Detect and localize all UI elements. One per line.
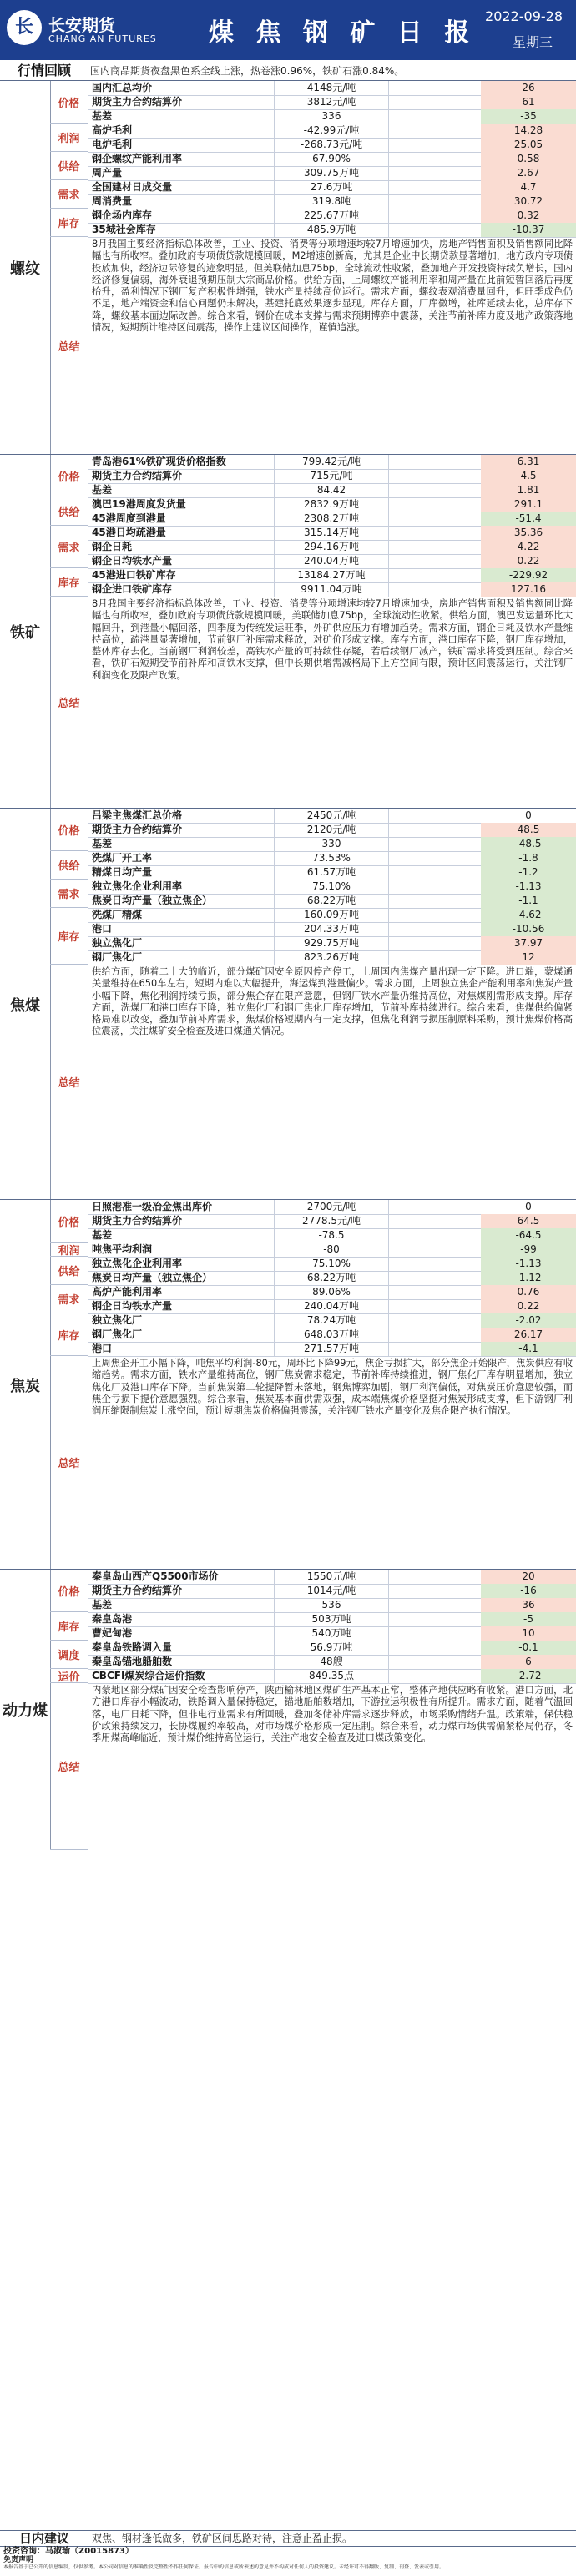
indicator-change: -1.12	[481, 1271, 576, 1285]
block-name: 焦煤	[0, 809, 51, 1200]
category-label: 供给	[50, 152, 88, 180]
indicator-value: -268.73元/吨	[274, 138, 389, 152]
indicator-name: 秦皇岛山西产Q5500市场价	[92, 1570, 219, 1582]
indicator-change: -1.13	[481, 1257, 576, 1271]
block-1	[0, 80, 576, 455]
indicator-value: 2450元/吨	[274, 809, 389, 823]
indicator-name: 钢企日均铁水产量	[92, 1300, 173, 1312]
category-label: 价格	[50, 809, 88, 851]
indicator-name: 基差	[92, 838, 113, 849]
indicator-change: 10	[481, 1626, 576, 1641]
indicator-name: 全国建材日成交量	[92, 181, 173, 193]
intraday-advice	[0, 2530, 576, 2546]
indicator-value: 73.53%	[274, 851, 389, 865]
indicator-value: 2832.9万吨	[274, 497, 389, 512]
indicator-row	[88, 455, 576, 470]
indicator-row	[88, 1342, 576, 1357]
indicator-change: 4.5	[481, 469, 576, 483]
category-label: 运价	[50, 1669, 88, 1683]
indicator-value: 56.9万吨	[274, 1641, 389, 1655]
indicator-change: 26	[481, 81, 576, 95]
indicator-row	[88, 209, 576, 224]
indicator-value: 61.57万吨	[274, 865, 389, 880]
indicator-name: 期货主力合约结算价	[92, 96, 183, 108]
indicator-value: 75.10%	[274, 880, 389, 894]
indicator-change: 0.22	[481, 554, 576, 568]
block-4	[0, 1199, 576, 1570]
indicator-name: 港口	[92, 1343, 113, 1354]
indicator-row	[88, 1598, 576, 1613]
indicator-name: 45港进口铁矿库存	[92, 569, 176, 581]
category-label: 价格	[50, 81, 88, 124]
indicator-value: 84.42	[274, 483, 389, 497]
indicator-row	[88, 166, 576, 181]
indicator-value: 2120元/吨	[274, 823, 389, 837]
indicator-change: -51.4	[481, 512, 576, 526]
indicator-value: 75.10%	[274, 1257, 389, 1271]
indicator-row	[88, 152, 576, 167]
indicator-row	[88, 124, 576, 139]
indicator-change: 127.16	[481, 582, 576, 597]
indicator-change: -2.72	[481, 1669, 576, 1683]
indicator-name: 吕梁主焦煤汇总价格	[92, 809, 183, 821]
indicator-change: -10.37	[481, 223, 576, 237]
indicator-name: 基差	[92, 1229, 113, 1241]
indicator-change: -48.5	[481, 837, 576, 851]
disclaimer-text: 本报告基于已公开的信息编制，仅供参考。本公司对信息的准确性及完整性不作任何保证。报告中的信息或所表述的意见并不构成对任何人的投资建议。未经许可不得翻版、复制、刊登、发表或引用。	[3, 2564, 445, 2570]
indicator-value: 336	[274, 109, 389, 124]
indicator-name: 独立焦化厂	[92, 1314, 143, 1326]
indicator-row	[88, 109, 576, 124]
indicator-change: -35	[481, 109, 576, 124]
indicator-change: 0.32	[481, 209, 576, 223]
indicator-change: 48.5	[481, 823, 576, 837]
indicator-change: 0	[525, 1201, 532, 1212]
indicator-name: 港口	[92, 923, 113, 935]
indicator-value: 929.75万吨	[274, 936, 389, 950]
indicator-value: 294.16万吨	[274, 540, 389, 554]
indicator-value: 68.22万吨	[274, 894, 389, 908]
indicator-value: 1014元/吨	[274, 1584, 389, 1598]
indicator-value: 849.35点	[274, 1669, 389, 1683]
indicator-name: 国内汇总均价	[92, 82, 153, 93]
indicator-value: 315.14万吨	[274, 526, 389, 540]
category-label: 库存	[50, 908, 88, 965]
indicator-value: 799.42元/吨	[274, 455, 389, 469]
indicator-name: 独立焦化企业利用率	[92, 880, 183, 892]
indicator-row	[88, 223, 576, 238]
indicator-value: 3812元/吨	[274, 95, 389, 109]
indicator-change: -16	[481, 1584, 576, 1598]
category-label: 库存	[50, 1313, 88, 1356]
indicator-row	[88, 1299, 576, 1314]
indicator-name: 基差	[92, 110, 113, 122]
indicator-value: -78.5	[274, 1228, 389, 1243]
indicator-row	[88, 837, 576, 852]
indicator-name: 期货主力合约结算价	[92, 1215, 183, 1227]
summary-label: 总结	[50, 1356, 88, 1570]
indicator-name: 钢厂焦化厂	[92, 1328, 143, 1340]
indicator-row	[88, 865, 576, 880]
indicator-value: 225.67万吨	[274, 209, 389, 223]
indicator-change: -1.1	[481, 894, 576, 908]
indicator-change: 6.31	[481, 455, 576, 469]
indicator-name: 曹妃甸港	[92, 1627, 133, 1639]
indicator-change: 35.36	[481, 526, 576, 540]
indicator-value: 271.57万吨	[274, 1342, 389, 1356]
indicator-row	[88, 497, 576, 512]
indicator-value: 78.24万吨	[274, 1313, 389, 1328]
indicator-value: 503万吨	[274, 1612, 389, 1626]
indicator-name: 钢企日均铁水产量	[92, 555, 173, 567]
indicator-row	[88, 851, 576, 866]
logo-english: CHANG AN FUTURES	[48, 33, 157, 44]
advice-label: 日内建议	[18, 2531, 69, 2546]
indicator-value: 204.33万吨	[274, 922, 389, 936]
indicator-row	[88, 180, 576, 195]
indicator-name: 洗煤厂开工率	[92, 852, 153, 864]
indicator-row	[88, 880, 576, 895]
indicator-name: 基差	[92, 484, 113, 496]
block-name: 焦炭	[0, 1200, 51, 1570]
indicator-name: 周产量	[92, 167, 123, 179]
category-label: 利润	[50, 1243, 88, 1257]
indicator-change: 0.58	[481, 152, 576, 166]
indicator-change: -99	[481, 1243, 576, 1257]
report-date: 2022-09-28	[485, 8, 563, 24]
indicator-change: 61	[481, 95, 576, 109]
indicator-row	[88, 922, 576, 937]
indicator-row	[88, 1214, 576, 1229]
category-label: 需求	[50, 880, 88, 908]
indicator-row	[88, 582, 576, 597]
indicator-name: 45港日均疏港量	[92, 527, 166, 538]
indicator-value: 89.06%	[274, 1285, 389, 1299]
indicator-row	[88, 526, 576, 541]
indicator-name: 青岛港61%铁矿现货价格指数	[92, 456, 226, 467]
report-weekday: 星期三	[512, 34, 553, 50]
indicator-change: 20	[481, 1570, 576, 1584]
indicator-change: 2.67	[481, 166, 576, 180]
indicator-change: 14.28	[481, 124, 576, 138]
category-label: 库存	[50, 1612, 88, 1641]
category-label: 需求	[50, 526, 88, 568]
block-name: 螺纹	[0, 81, 51, 455]
indicator-value: 48艘	[274, 1655, 389, 1669]
indicator-name: 吨焦平均利润	[92, 1243, 153, 1255]
category-label: 供给	[50, 497, 88, 526]
indicator-value: 540万吨	[274, 1626, 389, 1641]
indicator-value: -42.99元/吨	[274, 124, 389, 138]
indicator-name: 45港周度到港量	[92, 512, 166, 524]
indicator-name: 高炉毛利	[92, 124, 133, 136]
indicator-change: -4.62	[481, 908, 576, 922]
indicator-name: 秦皇岛铁路调入量	[92, 1641, 173, 1653]
indicator-name: 钢企场内库存	[92, 209, 153, 221]
category-label: 供给	[50, 1257, 88, 1285]
indicator-row	[88, 809, 576, 824]
category-label: 库存	[50, 568, 88, 597]
summary-text: 内蒙地区部分煤矿因安全检查影响停产，陕西榆林地区煤矿生产基本正常，整体产地供应略有收紧。港口方面，北方港口库存小幅波动，铁路调入量保持稳定，锚地船舶数增加，下游拉运积极性有所提升。需求方面，随着气温回落，电厂日耗下降，但非电行业需求有所回暖，叠加冬储补库需求逐步释放，市场采购情绪升温。政策端，保供稳价政策持续发力，长协煤履约率较高，对市场煤价格形成一定压制。综合来看，动力煤市场供需偏紧格局仍存，冬季用煤高峰临近，预计煤价维持高位运行，关注产地安全检查及进口煤政策变化。	[92, 1685, 573, 1744]
indicator-row	[88, 1200, 576, 1215]
indicator-name: 日照港准一级冶金焦出库价	[92, 1201, 213, 1212]
indicator-row	[88, 1285, 576, 1300]
category-label: 供给	[50, 851, 88, 880]
indicator-change: 37.97	[481, 936, 576, 950]
indicator-name: 期货主力合约结算价	[92, 824, 183, 835]
indicator-change: 26.17	[481, 1328, 576, 1342]
indicator-value: 485.9万吨	[274, 223, 389, 237]
indicator-value: 536	[274, 1598, 389, 1612]
indicator-row	[88, 908, 576, 923]
indicator-change: 291.1	[481, 497, 576, 512]
block-5	[0, 1569, 576, 1850]
indicator-row	[88, 936, 576, 951]
indicator-change: 0.22	[481, 1299, 576, 1313]
block-name: 动力煤	[0, 1570, 51, 1850]
indicator-row	[88, 1584, 576, 1599]
indicator-row	[88, 1669, 576, 1684]
indicator-name: 35城社会库存	[92, 224, 156, 235]
indicator-value: 2308.2万吨	[274, 512, 389, 526]
indicator-row	[88, 1626, 576, 1641]
indicator-value: 330	[274, 837, 389, 851]
summary-label: 总结	[50, 597, 88, 809]
indicator-name: 秦皇岛锚地船舶数	[92, 1656, 173, 1667]
indicator-change: 1.81	[481, 483, 576, 497]
indicator-row	[88, 512, 576, 527]
indicator-change: -1.2	[481, 865, 576, 880]
logo-name: 长安期货	[48, 15, 115, 35]
indicator-name: 钢企日耗	[92, 541, 133, 552]
indicator-value: 309.75万吨	[274, 166, 389, 180]
summary-text: 供给方面，随着二十大的临近，部分煤矿因安全原因停产停工，上周国内焦煤产量出现一定下降。进口端，蒙煤通关量维持在650车左右，短期内难以大幅提升，海运煤到港量偏少。需求方面，上周独立焦企产能利用率和焦炭产量小幅下降，焦化利润持续亏损，部分焦企存在限产意愿，但钢厂铁水产量仍维持高位，对焦煤刚需形成支撑。库存方面，洗煤厂和港口库存下降，独立焦化厂和钢厂焦化厂库存增加，节前补库持续进行。综合来看，焦煤供给偏紧格局难以改变，叠加节前补库需求，焦煤价格短期内有一定支撑，但焦化利润亏损压制原料采购，预计焦煤价格高位震荡，关注煤矿安全检查及进口煤通关情况。	[92, 966, 573, 1037]
summary-label: 总结	[50, 1683, 88, 1850]
block-3	[0, 808, 576, 1200]
indicator-row	[88, 894, 576, 909]
indicator-name: 周消费量	[92, 195, 133, 207]
indicator-row	[88, 1641, 576, 1656]
indicator-value: 2700元/吨	[274, 1200, 389, 1214]
indicator-value: -80	[274, 1243, 389, 1257]
market-review-label: 行情回顾	[17, 63, 71, 78]
indicator-row	[88, 1257, 576, 1272]
indicator-value: 823.26万吨	[274, 950, 389, 965]
indicator-change: 30.72	[481, 194, 576, 209]
indicator-row	[88, 81, 576, 96]
indicator-row	[88, 823, 576, 838]
indicator-row	[88, 540, 576, 555]
indicator-name: 精煤日均产量	[92, 866, 153, 878]
indicator-name: 独立焦化厂	[92, 937, 143, 949]
indicator-value: 13184.27万吨	[274, 568, 389, 582]
indicator-name: 钢厂焦化厂	[92, 951, 143, 963]
author-line: 投资咨询：马淑瑜（Z0015873）	[0, 2546, 576, 2556]
indicator-value: 67.90%	[274, 152, 389, 166]
indicator-row	[88, 138, 576, 153]
indicator-change: -10.56	[481, 922, 576, 936]
indicator-change: 6	[481, 1655, 576, 1669]
indicator-change: -4.1	[481, 1342, 576, 1356]
indicator-change: -1.13	[481, 880, 576, 894]
indicator-row	[88, 568, 576, 583]
indicator-value: 68.22万吨	[274, 1271, 389, 1285]
indicator-name: 洗煤厂精煤	[92, 909, 143, 920]
indicator-value: 319.8吨	[274, 194, 389, 209]
summary-text: 8月我国主要经济指标总体改善，工业、投资、消费等分项增速均较7月增速加快，房地产销售面积及销售额同比降幅也有所收窄。叠加政府专项债贷款规模回暖，M2增速创新高，尤其是企业中长期贷款显著增加，地方政府专项债投放加快，经济边际修复的迹象明显。但美联储加息75bp，全球流动性收紧，叠加地产开发投资持续负增长，国内经济修复偏弱，海外衰退预期压制大宗商品价格。供给方面，上周螺纹产能利用率和周产量在此前短暂回落后再度抬升，盈利情况下钢厂复产积极性增强，铁水产量持续高位运行。需求方面，螺纹表观消费量回升，但旺季成色仍不足，地产端资金和信心问题仍未解决，基建托底效果逐步显现。库存方面，厂库微增，社库延续去化，总库存下降，螺纹基本面边际改善。综合来看，钢价在成本支撑与需求预期博弈中震荡，关注节前补库力度及地产政策落地情况，短期预计维持区间震荡，操作上建议区间操作，谨慎追涨。	[92, 239, 573, 334]
indicator-change: 64.5	[481, 1214, 576, 1228]
category-label: 价格	[50, 1200, 88, 1243]
indicator-name: 高炉产能利用率	[92, 1286, 163, 1298]
indicator-name: 钢企螺纹产能利用率	[92, 153, 183, 164]
indicator-row	[88, 1271, 576, 1286]
indicator-name: 独立焦化企业利用率	[92, 1258, 183, 1269]
indicator-change: -1.8	[481, 851, 576, 865]
indicator-value: 4148元/吨	[274, 81, 389, 95]
indicator-name: CBCFI煤炭综合运价指数	[92, 1670, 205, 1681]
indicator-name: 期货主力合约结算价	[92, 470, 183, 481]
logo-icon: 长	[7, 10, 42, 45]
indicator-name: 秦皇岛港	[92, 1613, 133, 1625]
indicator-row	[88, 950, 576, 965]
company-logo	[7, 7, 157, 53]
indicator-row	[88, 1655, 576, 1670]
report-title: 煤 焦 钢 矿 日 报	[209, 18, 477, 48]
indicator-change: 12	[481, 950, 576, 965]
indicator-value: 240.04万吨	[274, 554, 389, 568]
indicator-value: 9911.04万吨	[274, 582, 389, 597]
disclaimer-title: 免责声明	[3, 2556, 34, 2564]
indicator-name: 澳巴19港周度发货量	[92, 498, 186, 510]
indicator-change: -5	[481, 1612, 576, 1626]
indicator-row	[88, 1570, 576, 1585]
market-review-text: 国内商品期货夜盘黑色系全线上涨，热卷涨0.96%，铁矿石涨0.84%。	[90, 65, 405, 77]
indicator-name: 基差	[92, 1599, 113, 1611]
indicator-change: 4.7	[481, 180, 576, 194]
summary-label: 总结	[50, 237, 88, 455]
indicator-change: 0.76	[481, 1285, 576, 1299]
indicator-row	[88, 1313, 576, 1328]
indicator-row	[88, 469, 576, 484]
indicator-change: 0	[525, 809, 532, 821]
indicator-value: 160.09万吨	[274, 908, 389, 922]
category-label: 库存	[50, 209, 88, 237]
indicator-change: 25.05	[481, 138, 576, 152]
indicator-change: -2.02	[481, 1313, 576, 1328]
indicator-change: -229.92	[481, 568, 576, 582]
summary-text: 上周焦企开工小幅下降，吨焦平均利润-80元，周环比下降99元，焦企亏损扩大，部分焦企开始限产，焦炭供应有收缩趋势。需求方面，铁水产量维持高位，钢厂焦炭需求稳定，节前补库持续推进，钢厂焦化厂库存明显增加，独立焦化厂及港口库存下降。当前焦炭第二轮提降暂未落地，钢焦博弈加剧，钢厂利润偏低，对焦炭压价意愿较强，而焦企亏损下提价意愿强烈。综合来看，焦炭基本面供需双强，成本端焦煤价格坚挺对焦炭形成支撑，但下游钢厂利润压缩限制焦炭上涨空间，预计短期焦炭价格偏强震荡，关注钢厂铁水产量变化及焦企限产执行情况。	[92, 1358, 573, 1417]
indicator-value: 715元/吨	[274, 469, 389, 483]
indicator-name: 钢企进口铁矿库存	[92, 583, 173, 595]
indicator-value: 648.03万吨	[274, 1328, 389, 1342]
indicator-row	[88, 1228, 576, 1243]
indicator-value: 1550元/吨	[274, 1570, 389, 1584]
category-label: 需求	[50, 180, 88, 209]
category-label: 需求	[50, 1285, 88, 1313]
indicator-name: 电炉毛利	[92, 139, 133, 150]
indicator-value: 240.04万吨	[274, 1299, 389, 1313]
block-name: 铁矿	[0, 455, 51, 809]
indicator-value: 2778.5元/吨	[274, 1214, 389, 1228]
report-header	[0, 0, 576, 60]
indicator-row	[88, 1328, 576, 1343]
indicator-value: 27.6万吨	[274, 180, 389, 194]
indicator-name: 焦炭日均产量（独立焦企）	[92, 1272, 213, 1283]
indicator-name: 期货主力合约结算价	[92, 1585, 183, 1596]
indicator-change: 36	[481, 1598, 576, 1612]
indicator-row	[88, 1612, 576, 1627]
indicator-row	[88, 1243, 576, 1258]
indicator-change: -0.1	[481, 1641, 576, 1655]
summary-text: 8月我国主要经济指标总体改善，工业、投资、消费等分项增速均较7月增速加快，房地产销售面积及销售额同比降幅也有所收窄，叠加政府专项债贷款规模回暖，美联储加息75bp，全球流动性收紧。供给方面，澳巴发运量环比大幅回升，到港量小幅回落，四季度为传统发运旺季，外矿供应压力有增加趋势。需求方面，钢企日耗及铁水产量维持高位，疏港量显著增加，节前钢厂补库需求释放，对矿价形成支撑。库存方面，港口库存下降，钢厂库存增加，整体库存去化。当前钢厂利润较差，高铁水产量的可持续性存疑，若后续钢厂减产，铁矿需求将受到压制。综合来看，铁矿石短期受节前补库和高铁水支撑，但中长期供增需减格局下上方空间有限，预计区间震荡运行，关注钢厂利润变化及限产政策。	[92, 598, 573, 681]
indicator-row	[88, 95, 576, 110]
indicator-row	[88, 483, 576, 498]
indicator-row	[88, 194, 576, 209]
advice-text: 双焦、钢材逢低做多，铁矿区间思路对待，注意止盈止损。	[92, 2533, 353, 2544]
category-label: 价格	[50, 455, 88, 497]
indicator-name: 焦炭日均产量（独立焦企）	[92, 895, 213, 906]
category-label: 价格	[50, 1570, 88, 1612]
indicator-row	[88, 554, 576, 569]
summary-label: 总结	[50, 965, 88, 1200]
category-label: 利润	[50, 124, 88, 152]
category-label: 调度	[50, 1641, 88, 1669]
indicator-change: 4.22	[481, 540, 576, 554]
indicator-change: -64.5	[481, 1228, 576, 1243]
block-2	[0, 454, 576, 809]
